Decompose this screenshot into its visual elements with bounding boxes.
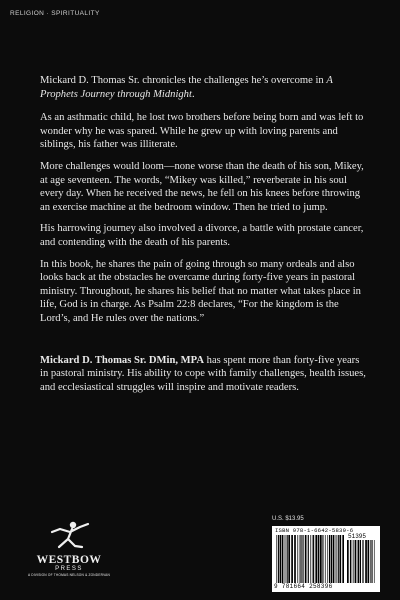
author-bio: [40, 354, 370, 395]
barcode-bar: [350, 540, 351, 583]
barcode-bar: [368, 540, 370, 583]
addon-barcode: [347, 540, 375, 583]
barcode-bar: [370, 540, 371, 583]
publisher-logo: [26, 520, 112, 592]
barcode-bar: [374, 540, 375, 583]
leaping-figure-icon: [47, 520, 91, 554]
barcode-bar: [301, 535, 302, 583]
publisher-division: A DIVISION OF THOMAS NELSON & ZONDERVAN: [27, 573, 110, 577]
paragraph-son: More challenges would loom—none worse than the death of his son, Mikey, at age seventeen. The words, “Mikey was killed,” reverberate in his soul every day. When he received the news, he fell on his knees before throwing an exercise machine at the bedroom window. Then he tried to jump.: [40, 160, 364, 213]
book-title: A Prophets Journey through Midnight: [40, 75, 333, 100]
barcode-bar: [372, 540, 373, 583]
author-bio-text: has spent more than forty-five years in pastoral ministry. His ability to cope with family challenges, health issues, and ecclesiastical struggles will inspire and motivate readers.: [40, 354, 366, 393]
barcode-bar: [362, 540, 363, 583]
barcode-bar: [280, 535, 282, 583]
barcode-bar: [313, 535, 314, 583]
barcode-bar: [318, 535, 320, 583]
intro-paragraph: [40, 74, 370, 101]
barcode-bar: [329, 535, 330, 583]
barcode-bar: [335, 535, 336, 583]
barcode-bar: [333, 535, 334, 583]
barcode-area: [272, 516, 380, 594]
barcode-bar: [302, 535, 303, 583]
publisher-name: WESTBOW: [36, 554, 102, 566]
category-label: RELIGION · SPIRITUALITY: [10, 10, 100, 17]
isbn-label: ISBN 978-1-6642-5839-6: [275, 527, 354, 534]
barcode-bar: [338, 535, 339, 583]
barcode-bar: [327, 535, 328, 583]
barcode-bar: [282, 535, 283, 583]
barcode-bar: [284, 535, 285, 583]
barcode-bar: [353, 540, 354, 583]
barcode-bar: [363, 540, 364, 583]
barcode-bar: [312, 535, 313, 583]
addon-number: 51395: [348, 533, 367, 540]
barcode-bar: [339, 535, 341, 583]
barcode-bar: [360, 540, 361, 583]
paragraph-book: In this book, he shares the pain of going through so many ordeals and also looks back at the obstacles he overcame during forty-five years in pastoral ministry. Throughout, he shares his belief that no matter what takes place in life, God is in charge. As Psalm 22:8 declares, “For the kingdom is the Lord’s, and He rules over the nations.”: [40, 258, 361, 324]
intro-end: .: [191, 88, 195, 100]
barcode-bar: [305, 535, 307, 583]
barcode-bar: [331, 535, 333, 583]
barcode-bar: [325, 535, 326, 583]
barcode-bar: [310, 535, 311, 583]
barcode-bar: [324, 535, 325, 583]
barcode-bar: [352, 540, 353, 583]
barcode-bar: [355, 540, 357, 583]
barcode-bar: [342, 535, 344, 583]
barcode-bar: [315, 535, 317, 583]
barcode-bar: [336, 535, 337, 583]
barcode-bar: [320, 535, 322, 583]
barcode-bar: [297, 535, 298, 583]
barcode-bar: [285, 535, 286, 583]
price-label: U.S. $13.95: [272, 516, 304, 522]
barcode-bar: [278, 535, 279, 583]
ean-number: 9 781664 258396: [274, 583, 333, 590]
barcode-bar: [294, 535, 296, 583]
barcode-bar: [322, 535, 323, 583]
barcode-bar: [299, 535, 300, 583]
ean-barcode: [276, 535, 344, 583]
barcode-bar: [347, 540, 349, 583]
barcode-box: [272, 526, 380, 592]
intro-text: Mickard D. Thomas Sr. chronicles the challenges he’s overcome in: [40, 75, 327, 86]
barcode-bar: [365, 540, 367, 583]
back-cover-text: [40, 74, 370, 402]
barcode-bar: [358, 540, 360, 583]
publisher-press: PRESS: [55, 566, 83, 572]
barcode-bar: [300, 535, 301, 583]
author-name: Mickard D. Thomas Sr. DMin, MPA: [40, 354, 205, 366]
barcode-bar: [308, 535, 309, 583]
barcode-bar: [276, 535, 277, 583]
barcode-bar: [287, 535, 288, 583]
paragraph-journey: His harrowing journey also involved a divorce, a battle with prostate cancer, and contending with the death of his parents.: [40, 223, 364, 248]
barcode-bar: [288, 535, 290, 583]
paragraph-childhood: As an asthmatic child, he lost two brothers before being born and was left to wonder why he was spared. While he grew up with loving parents and siblings, his father was illiterate.: [40, 112, 364, 151]
barcode-bar: [291, 535, 293, 583]
